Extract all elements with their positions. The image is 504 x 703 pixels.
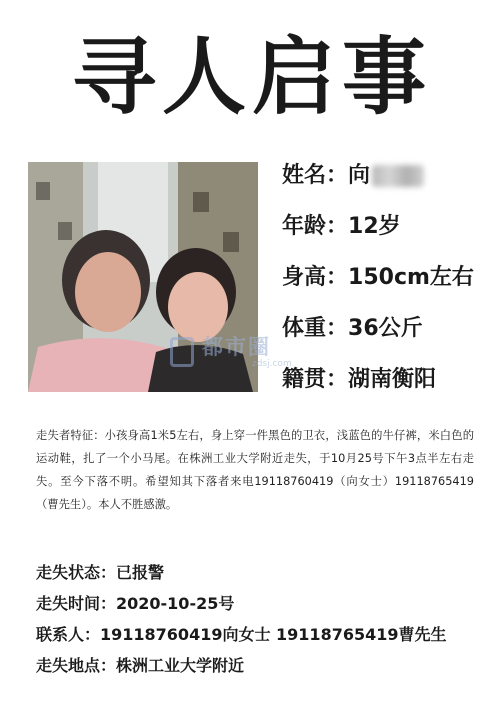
watermark-text: 都市圈 [202, 335, 271, 359]
window [36, 182, 50, 200]
detail-location: 走失地点：株洲工业大学附近 [36, 656, 245, 675]
weight-value: 36公斤 [348, 316, 423, 341]
hometown-label: 籍贯： [282, 367, 349, 392]
adult-face [75, 252, 141, 332]
window [223, 232, 239, 252]
watermark-url: zdsj.com [252, 359, 292, 369]
missing-details [36, 557, 496, 681]
detail-time: 走失时间：2020-10-25号 [36, 594, 235, 613]
age-label: 年龄： [282, 214, 349, 239]
height-label: 身高： [282, 265, 349, 290]
description-paragraph: 走失者特征：小孩身高1米5左右，身上穿一件黑色的卫衣，浅蓝色的牛仔裤，米白色的运动鞋，扎了一个小马尾。在株洲工业大学附近走失，于10月25号下午3点半左右走失。至今下落不明。希望知其下落者来电19118760419（向女士）19118765419（曹先生）。本人不胜感激。 [36, 429, 474, 511]
name-value: 向 [348, 163, 371, 188]
info-row-hometown [282, 354, 504, 405]
info-row-age [282, 201, 504, 252]
info-row-height [282, 252, 504, 303]
info-row-name [282, 150, 504, 201]
weight-label: 体重： [282, 316, 349, 341]
poster-title: 寻人启事 [71, 28, 432, 126]
height-value: 150cm左右 [348, 265, 474, 290]
window [193, 192, 209, 212]
age-value: 12岁 [348, 214, 401, 239]
window [58, 222, 72, 240]
basic-info [282, 150, 504, 405]
name-label: 姓名： [282, 163, 349, 188]
name-redaction-mask [372, 165, 424, 187]
hometown-value: 湖南衡阳 [348, 367, 437, 392]
info-row-weight [282, 303, 504, 354]
detail-contact: 联系人：19118760419向女士 19118765419曹先生 [36, 625, 447, 644]
detail-status: 走失状态：已报警 [36, 563, 165, 582]
watermark-logo-icon [170, 337, 194, 367]
